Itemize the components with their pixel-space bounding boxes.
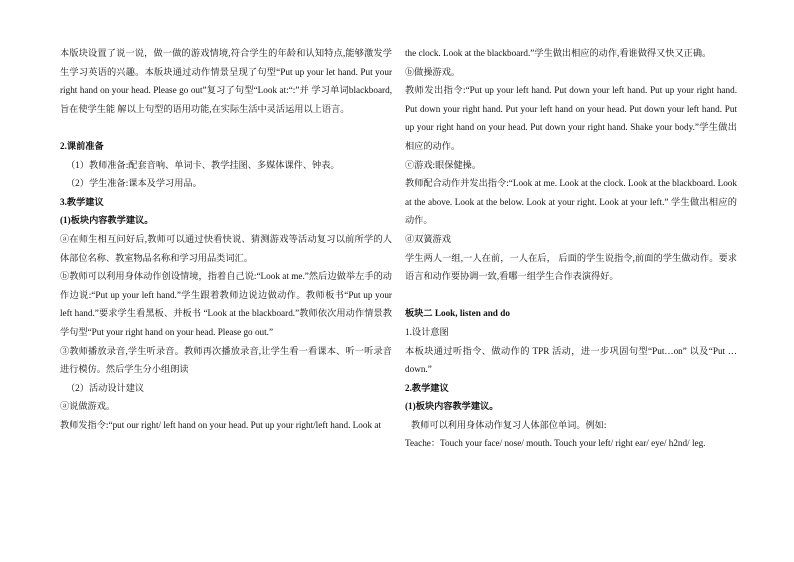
right-paragraph: 1.设计意图	[405, 326, 449, 337]
right-paragraph: ⓑ做操游戏。	[405, 66, 461, 77]
right-paragraph: 2.教学建议	[405, 382, 449, 393]
paragraph-gap	[405, 286, 737, 305]
paragraph-gap	[60, 118, 392, 137]
right-paragraph: 教师发出指令:“Put up your left hand. Put down your left hand. Put up your right hand. Put down your right hand. Put your left hand on your head. Put down your left hand. Put up your right hand on your head. Put down your right hand. Shake your body.”学生做出相应的动作。	[405, 85, 737, 151]
right-paragraph: ⓒ游戏:眼保健操。	[405, 159, 482, 170]
right-paragraph: 本板块通过听指令、做动作的 TPR 活动，进一步巩固句型“Put…on” 以及“Put …down.”	[405, 345, 737, 375]
left-paragraph: 教师发指令:“put our right/ left hand on your head. Put up your right/left hand. Look at	[60, 419, 381, 430]
right-paragraph: 板块二 Look, listen and do	[405, 308, 510, 319]
right-paragraph: the clock. Look at the blackboard.”学生做出相应的动作,看谁做得又快又正确。	[405, 48, 712, 58]
left-paragraph: ⓑ教师可以利用身体动作创设情境，指着自己说:“Look at me.”然后边做举左手的动作边说:“Put up your left hand.”学生跟着教师边说边做动作。教师板书“Put up your left hand.”要求学生看黑板、并板书 “Look at the blackboard.”教师依次用动作情景教学句型“Put your right hand on your head. Please go out.”	[60, 271, 392, 337]
left-paragraph: 2.课前准备	[60, 140, 104, 151]
left-paragraph: (1)板块内容教学建议。	[60, 215, 154, 226]
right-paragraph: ⓓ双簧游戏	[405, 233, 451, 244]
right-paragraph: 学生两人一组,一人在前，一人在后， 后面的学生说指令,前面的学生做动作。要求语言和动作要协调一致,看哪一组学生合作表演得好。	[405, 252, 737, 282]
right-paragraph: (1)板块内容教学建议。	[405, 401, 499, 412]
right-paragraph: Teache：Touch your face/ nose/ mouth. Touch your left/ right ear/ eye/ h2nd/ leg.	[405, 438, 706, 449]
left-paragraph: ③教师播放录音,学生听录音。教师再次播放录音,让学生看一看课本、听一听录音进行模仿。然后学生分小组朗读	[60, 345, 392, 375]
right-paragraph: 教师配合动作并发出指令:“Look at me. Look at the clock. Look at the blackboard. Look at the above. Look at the below. Look at your right. Look at your left.” 学生做出相应的动作。	[405, 178, 737, 226]
right-column	[405, 44, 737, 453]
right-paragraph: 教师可以利用身体动作复习人体部位单词。例如:	[411, 419, 607, 430]
left-paragraph: （1）教师准备:配套音响、单词卡、教学挂图、多媒体课件、钟表。	[66, 159, 340, 170]
left-column	[60, 44, 392, 434]
left-paragraph: ⓐ说做游戏。	[60, 401, 116, 412]
left-paragraph: （2）活动设计建议	[66, 382, 145, 393]
left-paragraph: （2）学生准备:课本及学习用品。	[66, 178, 202, 189]
left-paragraph: 本版块设置了说一说，做一做的游戏情境,符合学生的年龄和认知特点,能够激发学生学习英语的兴趣。本版块通过动作情景呈现了句型“Put up your let hand. Put your right hand on your head. Please go out”复习了句型“Look at:“:”并 学习单词blackboard,旨在使学生能 解以上句型的语用功能,在实际生活中灵活运用以上语言。	[60, 48, 392, 114]
left-paragraph: 3.教学建议	[60, 196, 104, 207]
left-paragraph: ⓐ在师生相互问好后,教师可以通过快看快说、猜测游戏等活动复习以前所学的人体部位名称、教室物品名称和学习用品类词汇。	[60, 233, 392, 263]
